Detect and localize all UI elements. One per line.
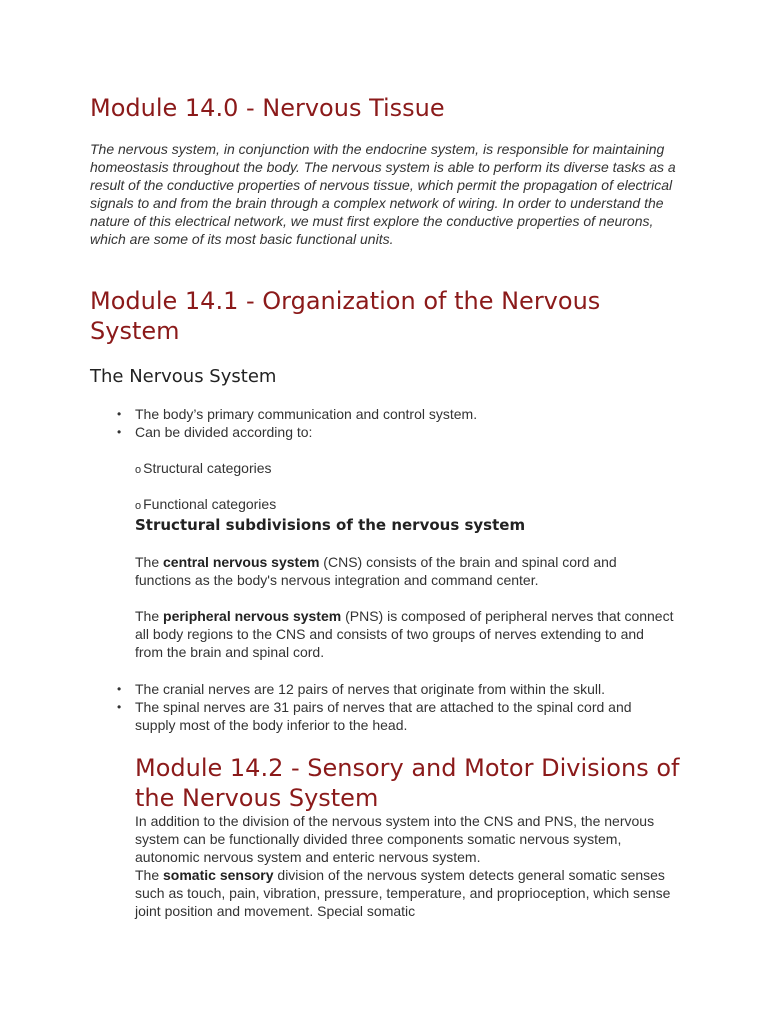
structural-subdivisions-heading: Structural subdivisions of the nervous system xyxy=(135,516,526,534)
module-14-2-paragraph-1: In addition to the division of the nervous system into the CNS and PNS, the nervous system can be functionally divided three components somatic nervous system, autonomic nervous system and enteric nervous system. xyxy=(135,813,655,865)
pns-paragraph: The peripheral nervous system (PNS) is composed of peripheral nerves that connect all body regions to the CNS and consists of two groups of nerves extending to and from the brain and spinal cord. xyxy=(135,608,674,660)
sub-item-marker: o xyxy=(135,500,142,512)
sub-item-marker: o xyxy=(135,464,142,476)
nervous-system-subheading: The Nervous System xyxy=(90,366,277,387)
module-14-0-title: Module 14.0 - Nervous Tissue xyxy=(90,94,445,122)
somatic-sensory-term: somatic sensory xyxy=(163,867,274,883)
module-14-2-paragraph-2: The somatic sensory division of the nervous system detects general somatic senses such as touch, pain, vibration, pressure, temperature, and proprioception, which sense joint position and movement. Special somatic xyxy=(135,867,671,919)
cns-term: central nervous system xyxy=(163,554,320,570)
sub-item-label: Functional categories xyxy=(143,496,277,512)
sub-item-label: Structural categories xyxy=(143,460,272,476)
sub-item-structural xyxy=(135,459,272,479)
cns-paragraph: The central nervous system (CNS) consists of the brain and spinal cord and functions as the body's nervous integration and command center. xyxy=(135,554,617,588)
list-item: • Can be divided according to: xyxy=(115,423,695,441)
pns-term: peripheral nervous system xyxy=(163,608,342,624)
module-14-0-intro: The nervous system, in conjunction with the endocrine system, is responsible for maintaining homeostasis throughout the body. The nervous system is able to perform its diverse tasks as a result of the conductive properties of nervous tissue, which permit the propagation of electrical signals to and from the brain through a complex network of wiring. In order to understand the nature of this electrical network, we must first explore the conductive properties of neurons, which are some of its most basic functional units. xyxy=(90,141,676,247)
sub-item-functional xyxy=(135,495,276,515)
nerve-bullets xyxy=(115,680,675,734)
list-item: • The cranial nerves are 12 pairs of nerves that originate from within the skull. xyxy=(115,680,675,698)
list-item: • The body’s primary communication and control system. xyxy=(115,405,695,423)
module-14-2-title: Module 14.2 - Sensory and Motor Divisions of the Nervous System xyxy=(135,754,680,812)
list-item: • The spinal nerves are 31 pairs of nerves that are attached to the spinal cord and supply most of the body inferior to the head. xyxy=(115,698,675,734)
nervous-system-bullets xyxy=(115,405,695,441)
module-14-1-title: Module 14.1 - Organization of the Nervous System xyxy=(90,287,601,345)
